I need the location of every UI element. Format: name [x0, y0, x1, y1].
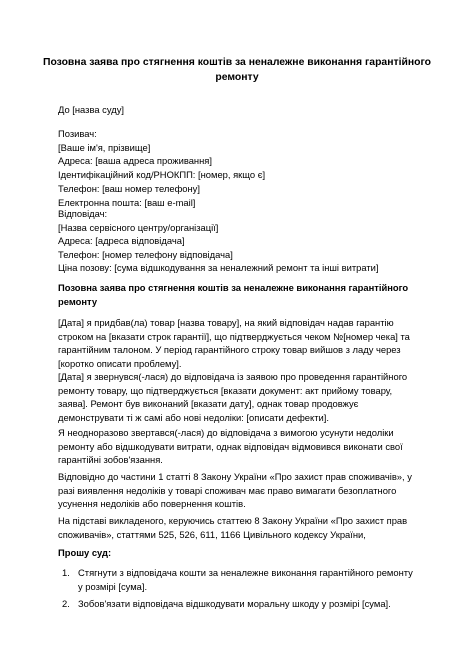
defendant-phone: Телефон: [номер телефону відповідача]: [58, 249, 233, 261]
defendant-address: Адреса: [адреса відповідача]: [58, 235, 185, 247]
paragraph-text: Відповідно до частини 1 статті 8 Закону України «Про захист прав споживачів», у разі виявлення недоліків у товарі споживач має право вимагати безоплатного усунення недоліків або повернення коштів.: [58, 471, 412, 510]
section-heading: [58, 281, 420, 308]
list-item-number: 1.: [62, 567, 70, 578]
defendant-block: [58, 207, 420, 262]
request-list: [58, 566, 420, 615]
plaintiff-email: Електронна пошта: [ваш e-mail]: [58, 196, 196, 208]
paragraph-law: [58, 470, 420, 511]
list-item-text: Зобов'язати відповідача відшкодувати моральну шкоду у розмірі [сума].: [78, 598, 391, 610]
section-heading-text: Позовна заява про стягнення коштів за неналежне виконання гарантійного ремонту: [58, 282, 409, 307]
paragraph-text: На підставі викладеного, керуючись статтею 8 Закону України «Про захист прав споживачів», статтями 525, 526, 611, 1166 Цивільного кодексу України,: [58, 515, 408, 540]
request-heading-text: Прошу суд:: [58, 547, 112, 558]
plaintiff-address: Адреса: [ваша адреса проживання]: [58, 155, 212, 167]
claim-price: Ціна позову: [сума відшкодування за неналежний ремонт та інші витрати]: [58, 262, 379, 273]
court-name: До [назва суду]: [58, 104, 124, 115]
paragraph-repair: [58, 370, 420, 425]
document-title: Позовна заява про стягнення коштів за неналежне виконання гарантійного ремонту: [42, 57, 432, 83]
list-item: [58, 566, 420, 593]
plaintiff-block: [58, 127, 420, 209]
defendant-name: [Назва сервісного центру/організації]: [58, 221, 219, 233]
paragraph-purchase: [58, 316, 420, 371]
court-line: [58, 103, 420, 117]
defendant-heading: Відповідач:: [58, 208, 108, 219]
claim-price-block: [58, 261, 420, 275]
request-heading: [58, 546, 420, 560]
paragraph-basis: [58, 514, 420, 541]
paragraph-refusal: [58, 426, 420, 467]
paragraph-text: [Дата] я придбав(ла) товар [назва товару], на який відповідач надав гарантію строком на [вказати строк гарантії], що підтверджується чеком №[номер чека] та гарантійним талоном. У період гарантійного строку товар вийшов з ладу через [коротко описати проблему].: [58, 317, 410, 370]
list-item: [58, 597, 420, 611]
paragraph-text: [Дата] я звернувся(-лася) до відповідача із заявою про проведення гарантійного ремонту товару, що підтверджується [вказати документ: акт прийому товару, заява]. Ремонт був виконаний [вказати дату], однак товар продовжує демонструвати ті ж самі або нові недоліки: [описати дефекти].: [58, 371, 408, 424]
plaintiff-phone: Телефон: [ваш номер телефону]: [58, 182, 200, 194]
list-item-number: 2.: [62, 598, 70, 610]
paragraph-text: Я неодноразово звертався(-лася) до відповідача з вимогою усунути недоліки ремонту або відшкодувати витрати, однак відповідач відмовився виконати свої гарантійні зобов'язання.: [58, 427, 403, 466]
plaintiff-heading: Позивач:: [58, 128, 97, 139]
plaintiff-name: [Ваше ім'я, прізвище]: [58, 141, 151, 153]
plaintiff-tax-id: Ідентифікаційний код/РНОКПП: [номер, якщо є]: [58, 169, 266, 181]
list-item-text: Стягнути з відповідача кошти за неналежне виконання гарантійного ремонту у розмірі [сума].: [78, 567, 413, 592]
